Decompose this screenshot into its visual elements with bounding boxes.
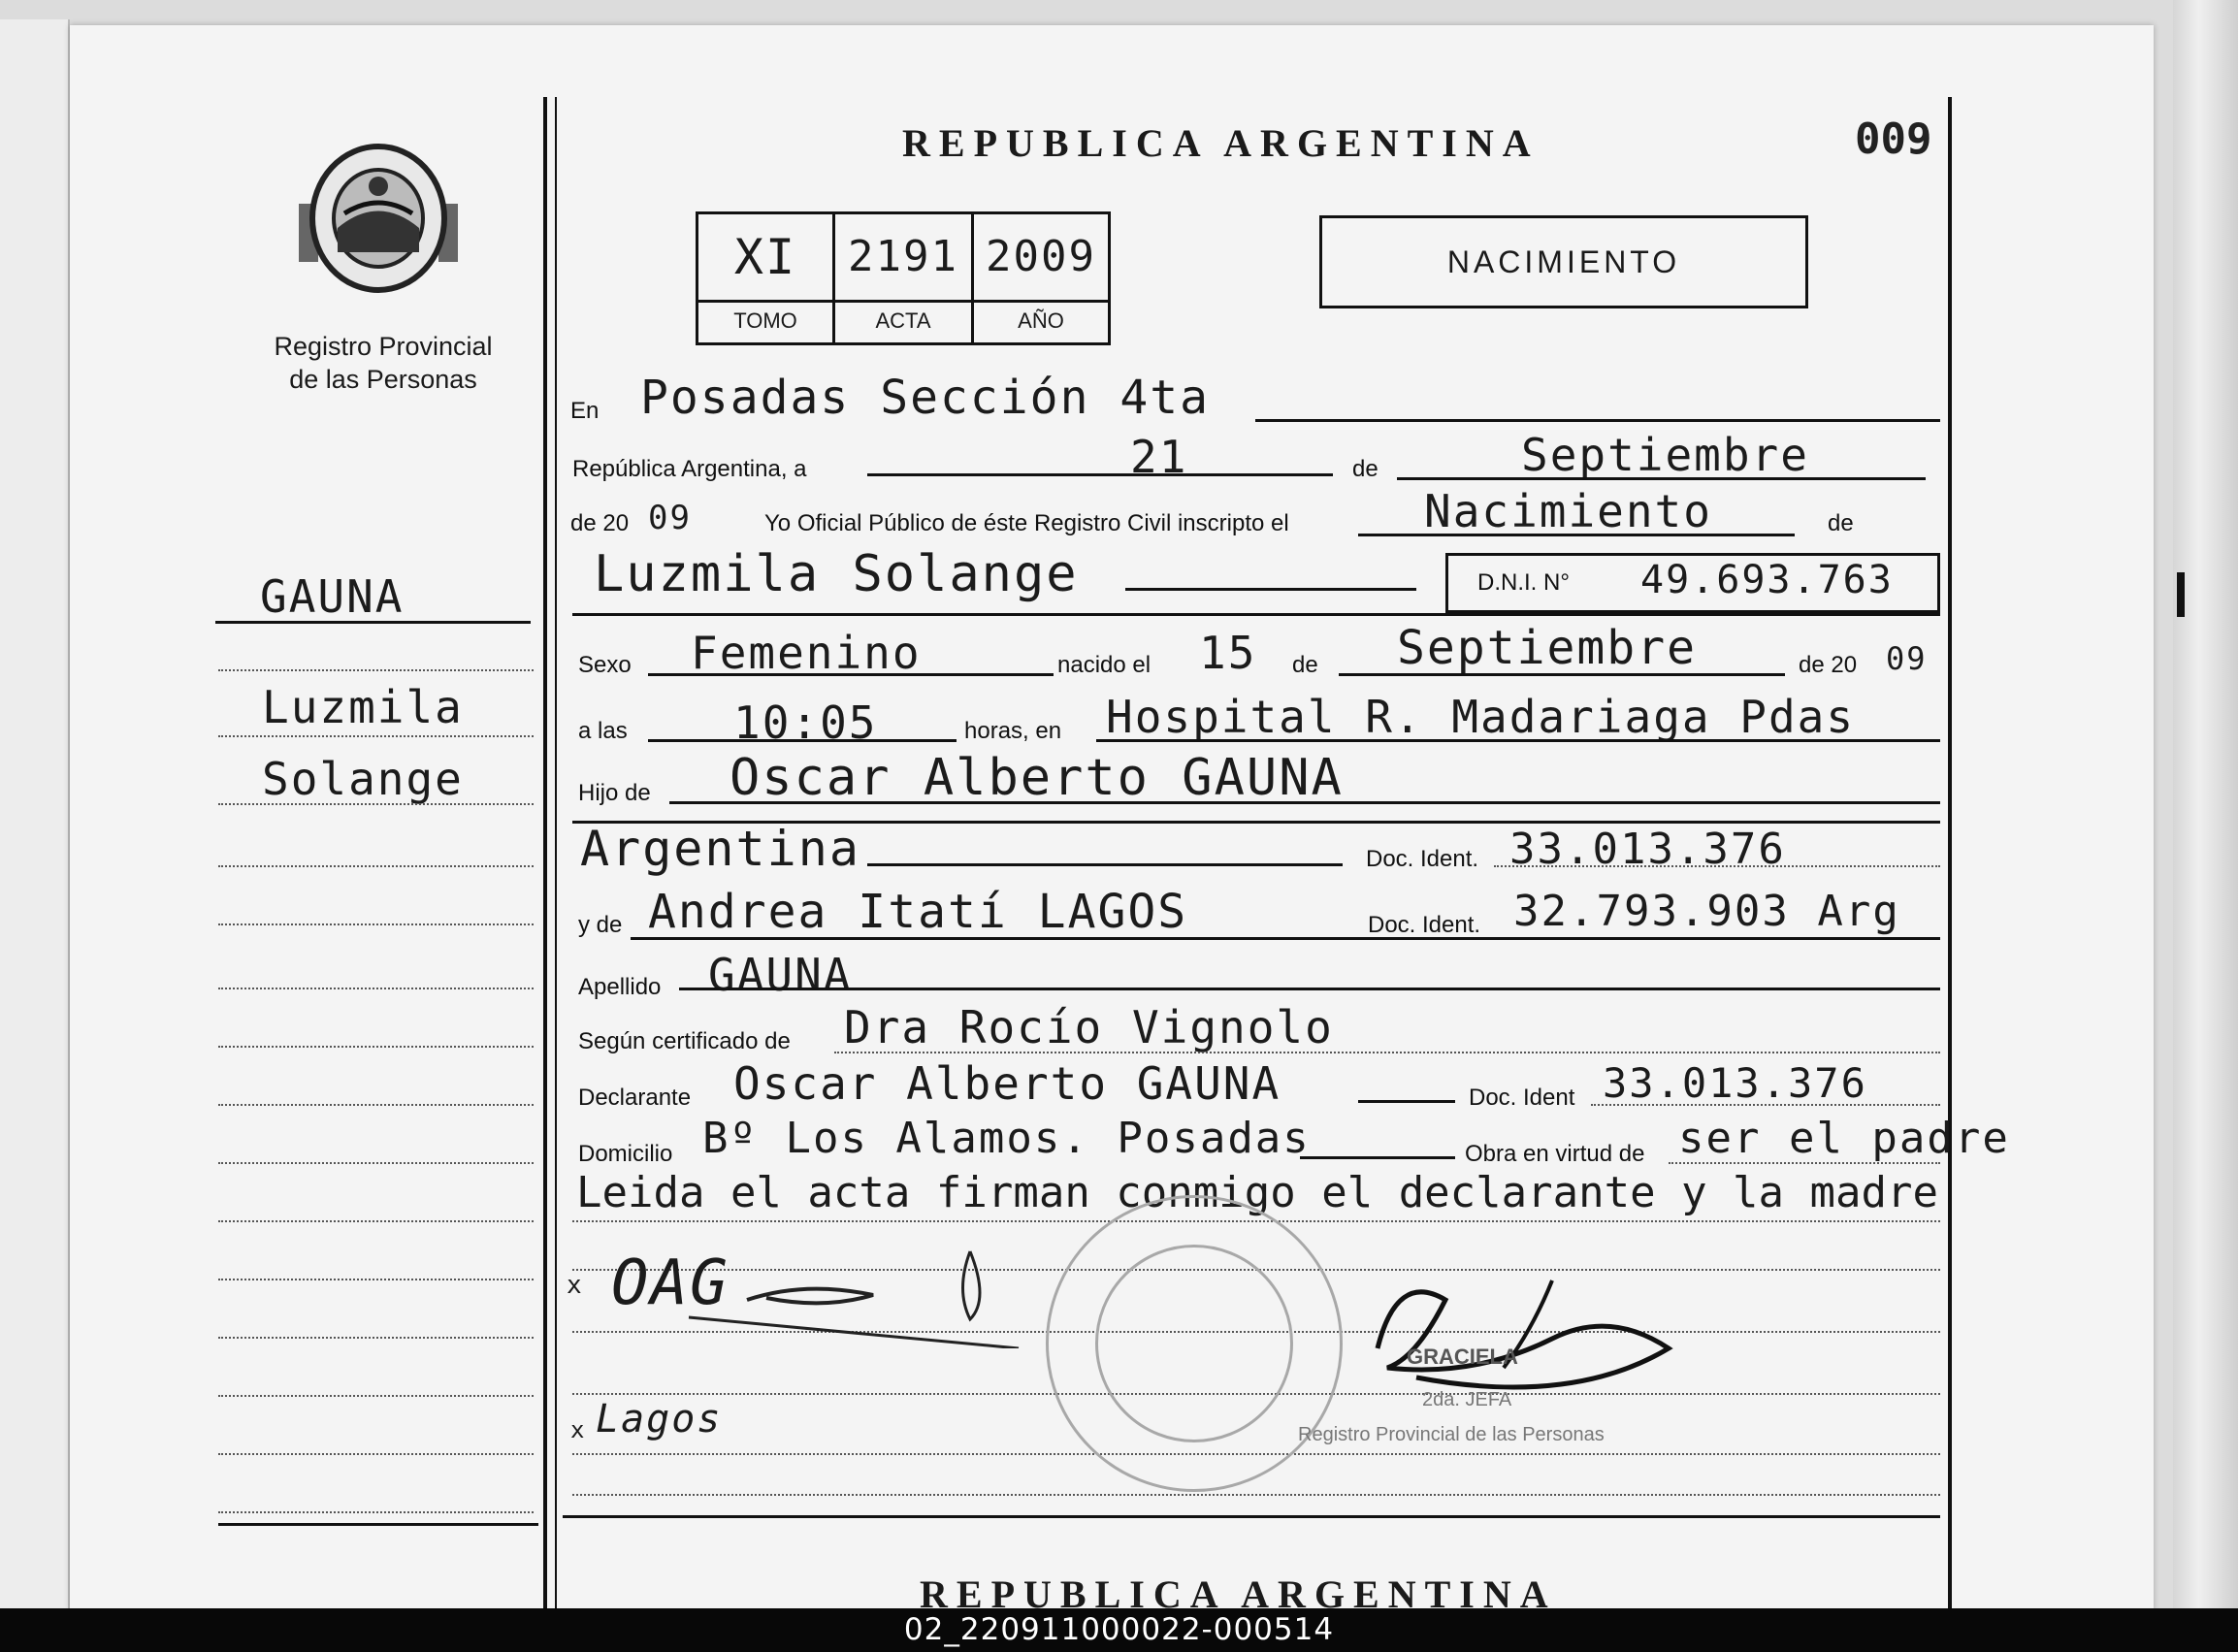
provincial-seal <box>291 136 466 301</box>
line-declarant <box>1358 1100 1455 1103</box>
label-alas: a las <box>578 718 628 744</box>
label-de2: de <box>1292 652 1318 678</box>
value-dni: 49.693.763 <box>1640 558 1894 602</box>
value-certificate-by: Dra Rocío Vignolo <box>844 1001 1334 1053</box>
margin-line <box>218 1046 534 1048</box>
issuer-name <box>223 330 543 396</box>
line-day <box>867 473 1333 476</box>
value-child-name: Luzmila Solange <box>594 545 1079 603</box>
line-birth-month <box>1339 673 1785 676</box>
line-child-name <box>1125 588 1416 591</box>
line-registered <box>1358 534 1795 536</box>
value-birth-time: 10:05 <box>733 696 878 749</box>
margin-middle-name: Solange <box>262 753 464 805</box>
acta-cell <box>835 214 974 342</box>
frame-right-line <box>1948 97 1952 1608</box>
margin-line <box>218 1220 534 1222</box>
label-de20: de 20 <box>570 510 630 536</box>
label-dni: D.N.I. N° <box>1477 569 1570 596</box>
label-doc3: Doc. Ident <box>1469 1085 1575 1111</box>
margin-line <box>218 669 534 671</box>
value-mother-doc: 32.793.903 Arg <box>1513 887 1900 936</box>
record-type-box <box>1319 215 1808 308</box>
margin-bottom-line <box>218 1523 538 1526</box>
label-horas: horas, en <box>964 718 1062 744</box>
margin-surname-line <box>215 621 531 624</box>
image-id-footer: 02_220911000022-000514 <box>0 1608 2238 1652</box>
margin-line <box>218 1162 534 1164</box>
value-address: Bº Los Alamos. Posadas <box>702 1114 1311 1163</box>
tomo-value: XI <box>698 214 832 303</box>
margin-line <box>218 1511 534 1513</box>
label-doc2: Doc. Ident. <box>1368 912 1481 938</box>
margin-line <box>218 1337 534 1339</box>
line-address <box>1300 1156 1455 1159</box>
line-nationality <box>867 863 1343 866</box>
value-birth-day: 15 <box>1199 627 1257 679</box>
book-spine <box>2173 0 2238 1610</box>
line-mother <box>631 937 1940 940</box>
label-declarante: Declarante <box>578 1085 692 1111</box>
margin-line <box>218 1279 534 1280</box>
label-de20b: de 20 <box>1799 652 1858 678</box>
line-certificate <box>834 1052 1940 1053</box>
value-sex: Femenino <box>691 627 922 679</box>
line-acts-as <box>1669 1162 1940 1164</box>
next-page-title: REPUBLICA ARGENTINA <box>920 1572 1557 1608</box>
line-father-doc <box>1494 865 1940 867</box>
anio-cell <box>974 214 1108 342</box>
line-father <box>669 801 1940 804</box>
value-closing: Leida el acta firman conmigo el declarante y la madre <box>576 1168 1938 1217</box>
label-de-end: de <box>1828 510 1854 536</box>
mother-mark: x <box>570 1416 587 1443</box>
declarant-signature: OAG <box>611 1247 730 1319</box>
margin-line <box>218 1453 534 1455</box>
label-apellido: Apellido <box>578 974 662 1000</box>
label-domicilio: Domicilio <box>578 1141 673 1167</box>
official-title: 2da. JEFA <box>1422 1389 1512 1410</box>
mother-signature: Lagos <box>596 1397 723 1441</box>
label-doc1: Doc. Ident. <box>1366 846 1479 872</box>
previous-page-edge <box>0 19 70 1610</box>
value-declarant-doc: 33.013.376 <box>1603 1059 1867 1107</box>
country-title: REPUBLICA ARGENTINA <box>902 121 1540 165</box>
official-org: Registro Provincial de las Personas <box>1298 1424 1605 1445</box>
value-place: Posadas Sección 4ta <box>640 371 1211 425</box>
acta-label: ACTA <box>875 308 931 333</box>
value-father: Oscar Alberto GAUNA <box>730 749 1344 807</box>
signature-bottom-line <box>563 1515 1940 1518</box>
label-hijo: Hijo de <box>578 780 651 806</box>
value-birth-month: Septiembre <box>1397 621 1697 675</box>
line-sex <box>648 673 1054 676</box>
tomo-cell <box>698 214 835 342</box>
signature-line <box>572 1494 1940 1496</box>
value-father-nationality: Argentina <box>580 821 860 877</box>
registry-box <box>696 211 1111 345</box>
margin-first-name: Luzmila <box>262 681 464 733</box>
acta-value: 2191 <box>835 214 971 303</box>
issuer-line-2: de las Personas <box>289 365 477 394</box>
official-signature <box>1358 1242 1688 1407</box>
line-place <box>1255 419 1940 422</box>
value-birth-place: Hospital R. Madariaga Pdas <box>1106 691 1856 743</box>
margin-line <box>218 1104 534 1106</box>
line-child-under <box>572 613 1940 616</box>
value-registered-as: Nacimiento <box>1424 485 1712 537</box>
frame-left-line <box>543 97 547 1608</box>
label-de: de <box>1352 456 1378 482</box>
anio-value: 2009 <box>974 214 1108 303</box>
label-sexo: Sexo <box>578 652 632 678</box>
value-surname: GAUNA <box>708 949 853 1001</box>
margin-line <box>218 923 534 925</box>
page-number: 009 <box>1855 114 1932 164</box>
label-yde: y de <box>578 912 623 938</box>
value-father-doc: 33.013.376 <box>1509 825 1786 874</box>
line-birth-place <box>1096 739 1940 742</box>
value-day: 21 <box>1130 431 1188 483</box>
line-month <box>1397 477 1926 480</box>
label-en: En <box>570 398 600 424</box>
tomo-label: TOMO <box>733 308 797 333</box>
margin-line <box>218 803 534 805</box>
value-month: Septiembre <box>1521 429 1809 481</box>
value-mother: Andrea Itatí LAGOS <box>648 885 1188 939</box>
declarant-signature-flourish <box>679 1242 1028 1348</box>
dni-box <box>1445 553 1940 613</box>
declarant-mark: x <box>567 1271 584 1300</box>
margin-line <box>218 735 534 737</box>
margin-line <box>218 1395 534 1397</box>
label-obra: Obra en virtud de <box>1465 1141 1645 1167</box>
binding-mark <box>2177 572 2185 617</box>
value-acts-as: ser el padre <box>1678 1114 2010 1163</box>
official-embossed-seal <box>1046 1195 1343 1492</box>
issuer-line-1: Registro Provincial <box>274 332 493 361</box>
margin-line <box>218 988 534 989</box>
label-segun: Según certificado de <box>578 1028 791 1054</box>
label-republica: República Argentina, a <box>572 456 807 482</box>
line-surname <box>679 988 1940 990</box>
label-oficial: Yo Oficial Público de éste Registro Civil inscripto el <box>764 510 1289 536</box>
margin-surname: GAUNA <box>260 570 405 623</box>
value-declarant: Oscar Alberto GAUNA <box>733 1057 1281 1110</box>
line-declarant-doc <box>1591 1104 1940 1106</box>
value-year-suffix: 09 <box>648 499 692 537</box>
label-nacido: nacido el <box>1057 652 1151 678</box>
record-type: NACIMIENTO <box>1446 244 1681 279</box>
margin-line <box>218 865 534 867</box>
anio-label: AÑO <box>1018 308 1064 333</box>
value-birth-year: 09 <box>1886 640 1928 677</box>
frame-left-line-inner <box>555 97 557 1608</box>
official-stamp-name: GRACIELA <box>1407 1344 1518 1369</box>
